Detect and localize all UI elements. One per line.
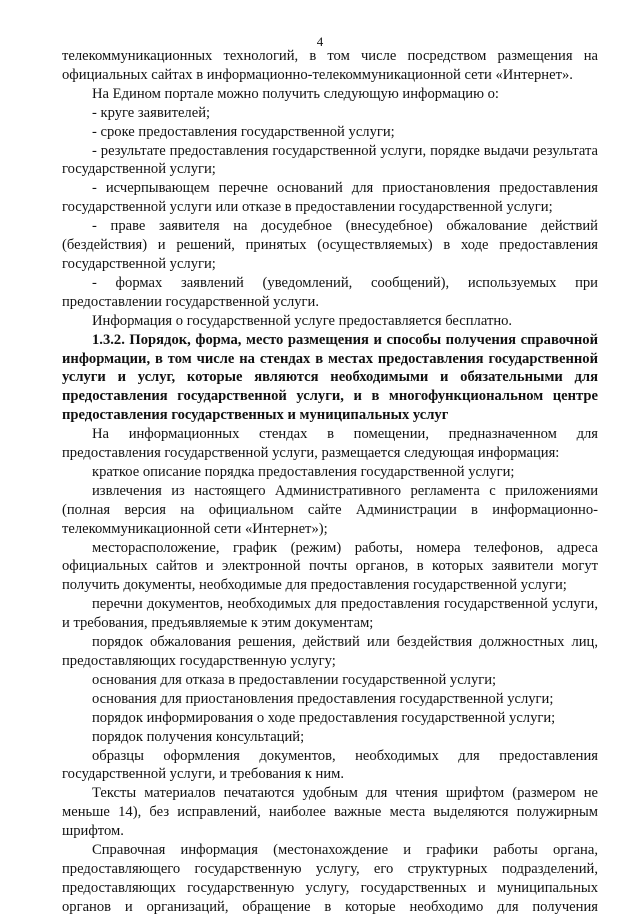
- paragraph: На информационных стендах в помещении, предназначенном для предоставления государственной услуги, размещается следующая информация:: [62, 426, 598, 462]
- paragraph: - исчерпывающем перечне оснований для приостановления предоставления государственной услуги или отказе в предоставлении государственной услуги;: [62, 180, 598, 216]
- paragraph: - результате предоставления государственной услуги, порядке выдачи результата государственной услуги;: [62, 142, 598, 178]
- document-body: [62, 47, 598, 917]
- paragraph: порядок получения консультаций;: [92, 728, 305, 745]
- paragraph: Информация о государственной услуге предоставляется бесплатно.: [92, 312, 513, 329]
- paragraph: - сроке предоставления государственной услуги;: [92, 123, 395, 140]
- paragraph: Тексты материалов печатаются удобным для чтения шрифтом (размером не меньше 14), без исправлений, наиболее важные места выделяются полужирным шрифтом.: [62, 785, 598, 840]
- paragraph: месторасположение, график (режим) работы, номера телефонов, адреса официальных сайтов и электронной почты органов, в которых заявители могут получить документы, необходимые для предоставления государственной услуги;: [62, 539, 598, 594]
- paragraph: основания для приостановления предоставления государственной услуги;: [92, 690, 554, 707]
- paragraph: краткое описание порядка предоставления государственной услуги;: [92, 463, 515, 480]
- paragraph: порядок обжалования решения, действий или бездействия должностных лиц, предоставляющих государственную услугу;: [62, 634, 598, 669]
- paragraph: перечни документов, необходимых для предоставления государственной услуги, и требования, предъявляемые к этим документам;: [62, 596, 598, 632]
- paragraph: - круге заявителей;: [92, 104, 211, 121]
- section-heading: 1.3.2. Порядок, форма, место размещения и способы получения справочной информации, в том числе на стендах в местах предоставления государственной услуги и услуг, которые являются необходимыми и обязательными для предоставления государственной услуги, и в многофункциональном центре предоставления государственных и муниципальных услуг: [62, 331, 598, 424]
- paragraph: порядок информирования о ходе предоставления государственной услуги;: [92, 709, 556, 726]
- paragraph: - праве заявителя на досудебное (внесудебное) обжалование действий (бездействия) и решений, принятых (осуществляемых) в ходе предоставления государственной услуги;: [62, 218, 598, 272]
- paragraph: телекоммуникационных технологий, в том числе посредством размещения на официальных сайтах в информационно-телекоммуникационной сети «Интернет».: [62, 48, 598, 83]
- paragraph: образцы оформления документов, необходимых для предоставления государственной услуги, и требования к ним.: [62, 747, 598, 783]
- paragraph: Справочная информация (местонахождение и графики работы органа, предоставляющего государственную услугу, его структурных подразделений, предоставляющих государственную услугу, государственных и муниципальных органов и организаций, обращение в которые необходимо для получения: [62, 842, 598, 915]
- paragraph: На Едином портале можно получить следующую информацию о:: [92, 85, 499, 102]
- paragraph: извлечения из настоящего Административного регламента с приложениями (полная версия на официальном сайте Администрации в информационно-телекоммуникационной сети «Интернет»);: [62, 482, 598, 537]
- paragraph: основания для отказа в предоставлении государственной услуги;: [92, 671, 497, 688]
- paragraph: - формах заявлений (уведомлений, сообщений), используемых при предоставлении государственной услуги.: [62, 274, 598, 310]
- page-number: 4: [316, 34, 324, 49]
